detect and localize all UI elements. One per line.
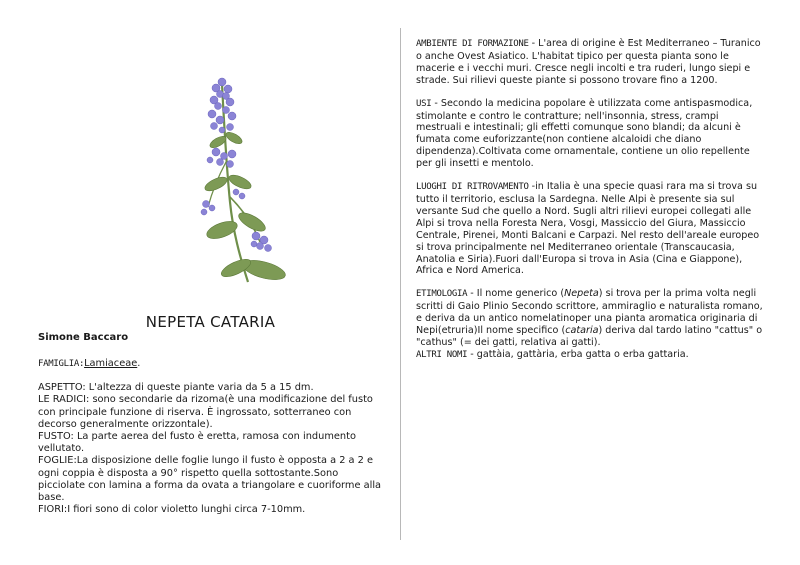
ambiente-section bbox=[416, 38, 766, 87]
aspetto-label: ASPETTO: bbox=[38, 382, 86, 394]
luoghi-label: LUOGHI DI RITROVAMENTO bbox=[416, 182, 529, 193]
spacer bbox=[38, 370, 383, 382]
altri-nomi-text: - gattàia, gattària, erba gatta o erba gattaria. bbox=[467, 348, 689, 360]
etimologia-section bbox=[416, 288, 766, 349]
author-name: Simone Baccaro bbox=[38, 332, 129, 343]
fusto-text: La parte aerea del fusto è eretta, ramosa con indumento vellutato. bbox=[38, 431, 356, 455]
famiglia-end: . bbox=[137, 358, 141, 369]
luoghi-text: -in Italia è una specie quasi rara ma si trova su tutto il territorio, esclusa la Sardegna. Nelle Alpi è presente sia sul versante Sud che quello a Nord. Sugli altri rilievi europei collegati alle Alpi si trova nella Foresta Nera, Vosgi, Massiccio del Giura, Massiccio Centrale, Pirenei, Monti Balcani e Carpazi. Nel resto dell'areale europeo si trova principalmente nel Mediterraneo orientale (Transcaucasia, Anatolia e Siria).Fuori dall'Europa si trova in Asia (Cina e Giappone), Africa e Nord America. bbox=[416, 181, 760, 277]
altri-nomi-section bbox=[416, 349, 766, 362]
column-divider bbox=[400, 28, 401, 540]
famiglia-line bbox=[38, 358, 383, 370]
etimologia-genus: Nepeta bbox=[564, 288, 599, 300]
left-description bbox=[38, 358, 383, 516]
usi-section bbox=[416, 98, 766, 170]
left-column bbox=[38, 0, 383, 565]
radici-section bbox=[38, 394, 383, 431]
radici-label: LE RADICI: bbox=[38, 394, 90, 406]
fiori-text: I fiori sono di color violetto lunghi circa 7-10mm. bbox=[67, 504, 306, 516]
fiori-section bbox=[38, 504, 383, 516]
right-column bbox=[416, 38, 766, 373]
page-title: NEPETA CATARIA bbox=[145, 313, 276, 331]
usi-text: - Secondo la medicina popolare è utilizzata come antispasmodica, stimolante e contro le contratture; nell'insonnia, stress, crampi mestruali e intestinali; gli effetti comunque sono blandi; da alcuni è fumata come euforizzante(non contiene alcaloidi che diano dipendenza).Coltivata come ornamentale, contiene un olio repellente per gli insetti e mentolo. bbox=[416, 97, 753, 170]
etimologia-text-3: ) deriva dal tardo latino "cattus" o "cathus" (= dei gatti, relativa ai gatti). bbox=[416, 325, 763, 348]
etimologia-text-1: - Il nome generico ( bbox=[467, 288, 565, 300]
fusto-label: FUSTO: bbox=[38, 431, 74, 443]
foglie-section bbox=[38, 455, 383, 504]
famiglia-value: Lamiaceae bbox=[84, 358, 138, 369]
aspetto-text: L'altezza di queste piante varia da 5 a 15 dm. bbox=[85, 382, 314, 394]
usi-label: USI bbox=[416, 98, 432, 109]
ambiente-text: - L'area di origine è Est Mediterraneo – Turanico o anche Ovest Asiatico. L'habitat tipico per questa pianta sono le macerie e i vecchi muri. Cresce negli incolti e tra ruderi, lungo siepi e strade. Sui rilievi queste piante si possono trovare fino a 1200. bbox=[416, 38, 761, 86]
fusto-section bbox=[38, 431, 383, 455]
etimologia-text-2: ) si trova per la prima volta negli scritti di Gaio Plinio Secondo scrittore, ammiraglio e naturalista romano, e deriva da un antico nomelatinoper una pianta aromatica originaria di Nepi(etruria)Il nome specifico ( bbox=[416, 288, 763, 337]
foglie-label: FOGLIE: bbox=[38, 455, 77, 467]
etimologia-label: ETIMOLOGIA bbox=[416, 289, 468, 300]
luoghi-section bbox=[416, 181, 766, 277]
aspetto-section bbox=[38, 382, 383, 394]
fiori-label: FIORI: bbox=[38, 504, 68, 516]
etimologia-species: cataria bbox=[565, 325, 599, 337]
famiglia-label: FAMIGLIA: bbox=[38, 359, 85, 369]
nepeta-plant-illustration bbox=[160, 72, 310, 287]
ambiente-label: AMBIENTE DI FORMAZIONE bbox=[416, 39, 529, 49]
altri-nomi-label: ALTRI NOMI bbox=[416, 349, 468, 360]
foglie-text: La disposizione delle foglie lungo il fusto è opposta a 2 a 2 e ogni coppia è disposta a 90° rispetto quella sottostante.Sono picciolate con lamina a forma da ovata a triangolare e cuoriforme alla base. bbox=[38, 455, 382, 504]
radici-text: sono secondarie da rizoma(è una modificazione del fusto con principale funzione di riserva. È ingrossato, sotterraneo con decorso generalmente orizzontale). bbox=[38, 394, 373, 430]
